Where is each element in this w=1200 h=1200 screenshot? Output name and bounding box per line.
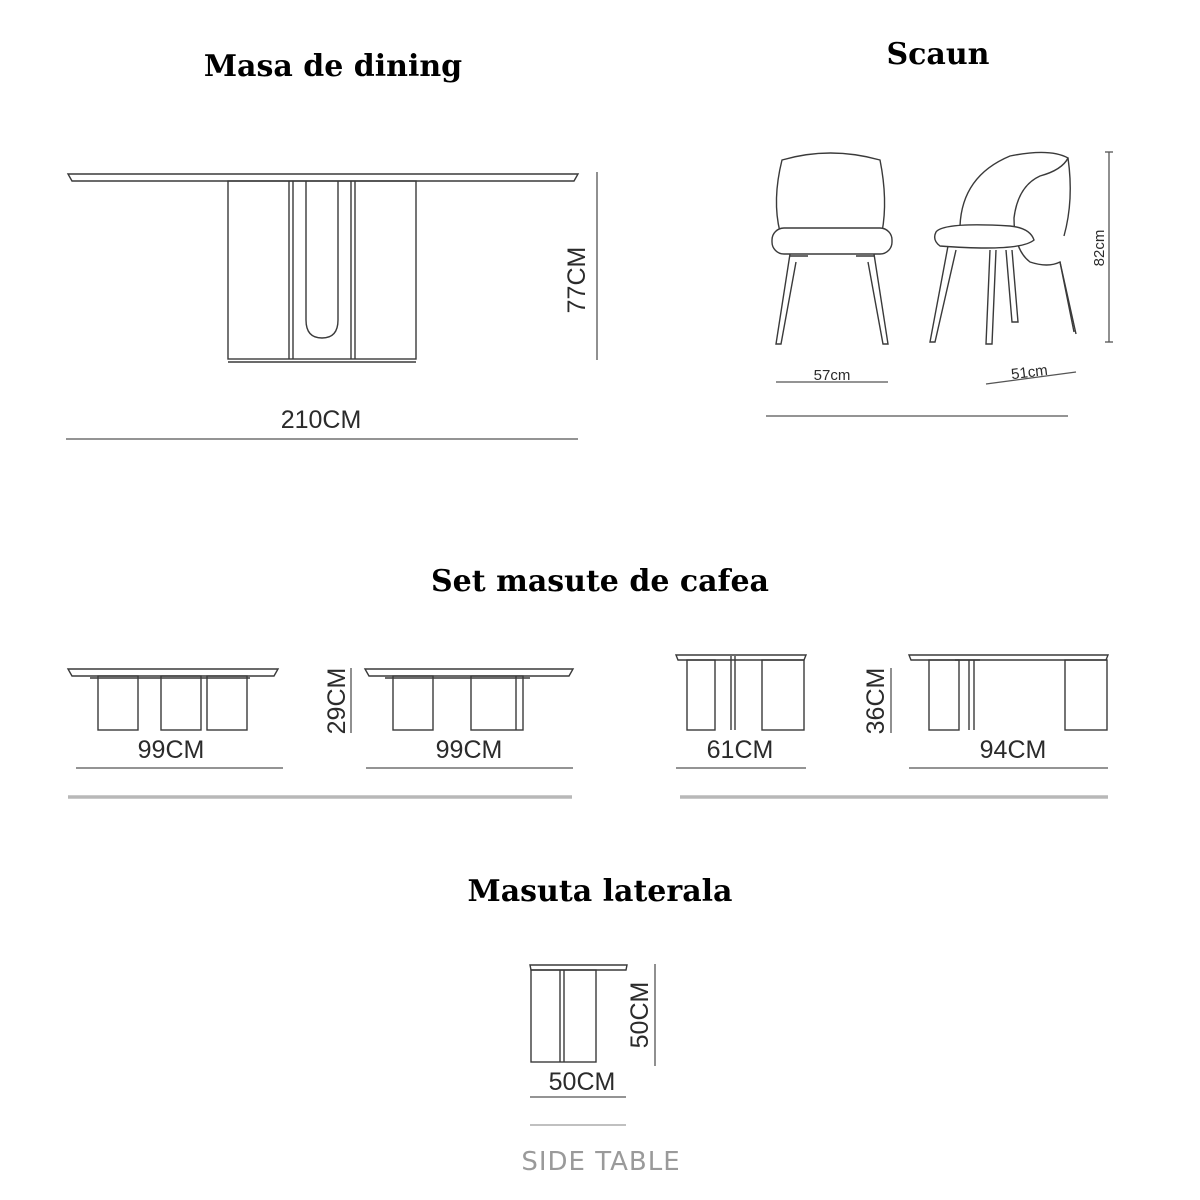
side-table-title: Masuta laterala xyxy=(467,874,733,909)
coffee-right-a-width-label: 61CM xyxy=(706,736,774,764)
side-height-label: 50CM xyxy=(626,981,654,1049)
coffee-left-a-width-label: 99CM xyxy=(137,736,205,764)
side-table-caption: SIDE TABLE xyxy=(521,1147,681,1177)
chair-depth-label: 51cm xyxy=(1010,361,1049,384)
coffee-left-table-a xyxy=(68,669,278,730)
coffee-table-section xyxy=(68,564,1108,797)
chair-section xyxy=(766,37,1113,416)
coffee-table-title: Set masute de cafea xyxy=(431,564,769,599)
dining-table-title: Masa de dining xyxy=(203,49,463,84)
dining-width-label: 210CM xyxy=(280,406,362,434)
dining-height-label: 77CM xyxy=(563,246,591,314)
chair-front-view xyxy=(772,153,892,344)
side-width-label: 50CM xyxy=(548,1068,616,1096)
coffee-left-table-b xyxy=(365,669,573,730)
dining-table-section xyxy=(66,49,597,439)
side-table-section xyxy=(468,874,733,1177)
coffee-right-table-b xyxy=(909,655,1108,730)
side-table-drawing xyxy=(530,965,627,1062)
chair-height-label: 82cm xyxy=(1091,229,1108,267)
coffee-left-b-width-label: 99CM xyxy=(435,736,503,764)
coffee-left-height-label: 29CM xyxy=(323,667,351,735)
chair-width-label: 57cm xyxy=(813,367,851,384)
coffee-right-height-label: 36CM xyxy=(862,667,890,735)
chair-title: Scaun xyxy=(886,37,990,72)
coffee-right-table-a xyxy=(676,655,806,730)
chair-side-view xyxy=(930,152,1076,344)
coffee-right-b-width-label: 94CM xyxy=(979,736,1047,764)
dining-table-drawing xyxy=(68,174,578,362)
